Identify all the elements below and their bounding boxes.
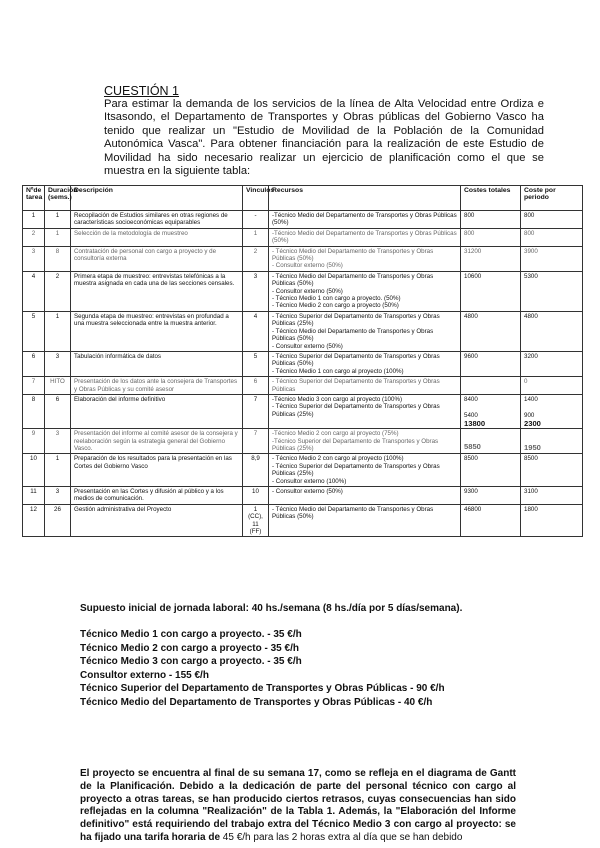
resource-line: - Técnico Medio del Departamento de Transportes y Obras Públicas (50%) — [272, 505, 434, 521]
resource-line: - Consultor externo (50%) — [272, 287, 343, 295]
duration-cell: 8 — [45, 246, 71, 271]
description-cell: Gestión administrativa del Proyecto — [71, 504, 243, 537]
table-row — [23, 487, 583, 505]
resource-line: - Técnico Medio 1 con cargo al proyecto (100%) — [272, 367, 404, 375]
intro-paragraph: Para estimar la demanda de los servicios de la línea de Alta Velocidad entre Ordiza e Itsasondo, el Departamento de Transportes y Obras públicas del Gobierno Vasco ha tenido que realizar un "Estudio de Movilidad de la Población de la Comunidad Autonómica Vasca". Para obtener financiación para la realización de este Estudio de Movilidad ha sido necesario realizar un ejercicio de planificación como el que se muestra en la siguiente tabla: — [104, 98, 544, 178]
resource-line: - Técnico Superior del Departamento de Transportes y Obras Públicas — [272, 378, 440, 393]
resource-line: - Técnico Superior del Departamento de Transportes y Obras Públicas (25%) — [272, 312, 440, 328]
description-cell: Preparación de los resultados para la presentación en las Cortes del Gobierno Vasco — [71, 454, 243, 487]
resources-cell — [269, 311, 461, 351]
period-cost-cell: 4800 — [521, 311, 583, 351]
duration-cell: 26 — [45, 504, 71, 537]
table-row — [23, 228, 583, 246]
total-cost-cell: 9300 — [461, 487, 521, 505]
resource-line: - Técnico Medio del Departamento de Transportes y Obras Públicas (50%) — [272, 327, 434, 343]
resources-cell — [269, 394, 461, 428]
task-number-cell: 5 — [23, 311, 45, 351]
rate-line — [80, 682, 445, 696]
table-row — [23, 246, 583, 271]
rate-value: - 35 €/h — [264, 642, 299, 654]
total-cost-cell: 800 — [461, 211, 521, 229]
resources-cell — [269, 377, 461, 395]
duration-cell: 3 — [45, 429, 71, 454]
cost-line: 8400 — [464, 395, 478, 403]
period-line: 2300 — [524, 418, 541, 428]
duration-cell: 1 — [45, 454, 71, 487]
task-number-cell: 8 — [23, 394, 45, 428]
rate-value: - 155 €/h — [168, 669, 209, 681]
description-cell: Selección de la metodología de muestreo — [71, 228, 243, 246]
links-cell: 7 — [243, 429, 269, 454]
period-line: 900 — [524, 412, 535, 420]
description-cell: Elaboración del informe definitivo — [71, 394, 243, 428]
description-cell: Segunda etapa de muestreo: entrevistas en profundad a una muestra seleccionada entre la muestra anterior. — [71, 311, 243, 351]
task-number-cell: 12 — [23, 504, 45, 537]
resources-cell — [269, 228, 461, 246]
total-cost-cell: 9600 — [461, 351, 521, 376]
column-header: Recursos — [269, 186, 461, 211]
description-cell: Primera etapa de muestreo: entrevistas telefónicas a la muestra asignada en cada una de las secciones censales. — [71, 271, 243, 311]
rate-label: Técnico Medio 1 con cargo a proyecto. — [80, 629, 268, 640]
links-cell: 6 — [243, 377, 269, 395]
links-cell: 5 — [243, 351, 269, 376]
total-cost-cell: 10600 — [461, 271, 521, 311]
column-header: Costes totales — [461, 186, 521, 211]
resource-line: - Consultor externo (100%) — [272, 477, 347, 485]
links-cell: 10 — [243, 487, 269, 505]
rate-line — [80, 642, 445, 656]
resources-cell — [269, 351, 461, 376]
table-row — [23, 454, 583, 487]
task-number-cell: 7 — [23, 377, 45, 395]
total-cost-cell — [461, 394, 521, 428]
table-row — [23, 211, 583, 229]
table-row — [23, 311, 583, 351]
cost-line: 13800 — [464, 418, 486, 428]
rate-label: Técnico Superior del Departamento de Transportes y Obras Públicas — [80, 683, 411, 695]
resource-line: - Técnico Medio del Departamento de Transportes y Obras Públicas (50%) — [272, 272, 434, 288]
duration-cell: 3 — [45, 351, 71, 376]
rate-label: Consultor externo — [80, 669, 169, 681]
task-number-cell: 1 — [23, 211, 45, 229]
resource-line: -Técnico Medio del Departamento de Transportes y Obras Públicas (50%) — [272, 212, 457, 227]
links-cell: 1 (CC), 11 (FF) — [243, 504, 269, 537]
resource-line: - Técnico Medio del Departamento de Transportes y Obras Públicas (50%) — [272, 247, 434, 263]
resource-line: -Técnico Superior del Departamento de Transportes y Obras Públicas (25%) — [272, 437, 439, 452]
rate-value: - 35 €/h — [267, 629, 302, 640]
resource-line: -Técnico Medio 3 con cargo al proyecto (100%) — [272, 395, 403, 403]
question-title: CUESTIÓN 1 — [104, 84, 180, 98]
table-row — [23, 377, 583, 395]
period-cost-cell: 3200 — [521, 351, 583, 376]
resources-cell — [269, 271, 461, 311]
resources-cell — [269, 454, 461, 487]
resource-line: - Técnico Medio 1 con cargo a proyecto. (50%) — [272, 295, 401, 303]
resources-cell — [269, 504, 461, 537]
resource-line: - Consultor externo (50%) — [272, 262, 343, 270]
column-header: Descripción — [71, 186, 243, 211]
duration-cell: 1 — [45, 311, 71, 351]
total-cost-cell: 5850 — [461, 429, 521, 454]
total-cost-cell: 800 — [461, 228, 521, 246]
links-cell: 4 — [243, 311, 269, 351]
rate-label: Técnico Medio 3 con cargo a proyecto. — [80, 656, 268, 668]
table-row — [23, 394, 583, 428]
links-cell: 2 — [243, 246, 269, 271]
task-number-cell: 4 — [23, 271, 45, 311]
rate-value: - 40 €/h — [397, 696, 433, 708]
links-cell: - — [243, 211, 269, 229]
table-row — [23, 351, 583, 376]
description-cell: Presentación de los datos ante la consejera de Transportes y Obras Públicas y su comité asesor — [71, 377, 243, 395]
period-cost-cell: 5300 — [521, 271, 583, 311]
links-cell: 7 — [243, 394, 269, 428]
total-cost-cell: 31200 — [461, 246, 521, 271]
period-line: 1400 — [524, 395, 538, 403]
period-cost-cell: 1800 — [521, 504, 583, 537]
description-cell: Tabulación informática de datos — [71, 351, 243, 376]
resource-line: - Técnico Medio 2 con cargo al proyecto (100%) — [272, 455, 404, 463]
links-cell: 1 — [243, 228, 269, 246]
description-cell: Presentación del informe al comité asesor de la consejera y reelaboración según la estrategia general del Gobierno Vasco. — [71, 429, 243, 454]
table-row — [23, 429, 583, 454]
task-number-cell: 6 — [23, 351, 45, 376]
task-number-cell: 10 — [23, 454, 45, 487]
table-row — [23, 271, 583, 311]
rate-value: - 90 €/h — [410, 683, 445, 695]
task-number-cell: 3 — [23, 246, 45, 271]
resources-cell — [269, 429, 461, 454]
duration-cell: HITO — [45, 377, 71, 395]
cost-line: 5400 — [464, 412, 478, 420]
period-cost-cell: 3900 — [521, 246, 583, 271]
resources-cell — [269, 246, 461, 271]
resource-line: - Técnico Superior del Departamento de Transportes y Obras Públicas (25%) — [272, 462, 440, 478]
total-cost-cell: 46800 — [461, 504, 521, 537]
planning-table — [22, 185, 583, 537]
duration-cell: 6 — [45, 394, 71, 428]
resource-line: - Técnico Superior del Departamento de Transportes y Obras Públicas (50%) — [272, 352, 440, 368]
task-number-cell: 9 — [23, 429, 45, 454]
period-cost-cell — [521, 394, 583, 428]
rate-line — [80, 628, 445, 642]
table-row — [23, 504, 583, 537]
resources-cell — [269, 211, 461, 229]
period-cost-cell: 1950 — [521, 429, 583, 454]
resource-line: - Consultor externo (50%) — [272, 488, 343, 495]
links-cell: 3 — [243, 271, 269, 311]
period-cost-cell: 0 — [521, 377, 583, 395]
period-cost-cell: 8500 — [521, 454, 583, 487]
total-cost-cell: 8500 — [461, 454, 521, 487]
description-cell: Presentación en las Cortes y difusión al público y a los medios de comunicación. — [71, 487, 243, 505]
rate-line — [80, 696, 445, 710]
resource-line: -Técnico Medio del Departamento de Transportes y Obras Públicas (50%) — [272, 229, 457, 245]
task-number-cell: 2 — [23, 228, 45, 246]
period-cost-cell: 800 — [521, 211, 583, 229]
resource-line: - Consultor externo (50%) — [272, 342, 343, 350]
rate-line — [80, 669, 445, 683]
status-bold-text: El proyecto se encuentra al final de su semana 17, como se refleja en el diagrama de Gantt de la Planificación. Debido a la dedicación de parte del personal técnico con cargo al proyecto a otras tareas, se han producido ciertos retrasos, cuyas consecuencias han sido reflejadas en la columna "Realización" de la Tabla 1. Además, la "Elaboración del Informe definitivo" está requiriendo del trabajo extra del Técnico Medio 3 con cargo al proyecto: se ha fijado una tarifa horaria de — [80, 768, 516, 843]
column-header: Vinculos — [243, 186, 269, 211]
duration-cell: 1 — [45, 211, 71, 229]
description-cell: Contratación de personal con cargo a proyecto y de consultoría externa — [71, 246, 243, 271]
task-number-cell: 11 — [23, 487, 45, 505]
column-header: Duración (sems.) — [45, 186, 71, 211]
resource-line: -Técnico Medio 2 con cargo al proyecto (75%) — [272, 430, 399, 438]
resource-line: - Técnico Medio 2 con cargo a proyecto (50%) — [272, 302, 399, 310]
period-cost-cell: 3100 — [521, 487, 583, 505]
period-cost-cell: 800 — [521, 228, 583, 246]
resources-cell — [269, 487, 461, 505]
rate-label: Técnico Medio del Departamento de Transportes y Obras Públicas — [80, 696, 398, 708]
status-paragraph — [80, 768, 516, 845]
duration-cell: 2 — [45, 271, 71, 311]
resource-line: - Técnico Superior del Departamento de Transportes y Obras Públicas (25%) — [272, 403, 440, 418]
duration-cell: 3 — [45, 487, 71, 505]
column-header: Nºde tarea — [23, 186, 45, 211]
links-cell: 8,9 — [243, 454, 269, 487]
rate-label: Técnico Medio 2 con cargo a proyecto — [80, 642, 265, 654]
total-cost-cell: 4800 — [461, 311, 521, 351]
hourly-rates — [80, 628, 445, 710]
workday-assumption: Supuesto inicial de jornada laboral: 40 hs./semana (8 hs./día por 5 días/semana). — [80, 603, 463, 614]
table-body — [23, 211, 583, 537]
duration-cell: 1 — [45, 228, 71, 246]
rate-value: - 35 €/h — [267, 656, 302, 668]
rate-line — [80, 655, 445, 669]
total-cost-cell — [461, 377, 521, 395]
table-header-row — [23, 186, 583, 211]
description-cell: Recopilación de Estudios similares en otras regiones de características socioeconómicas equiparables — [71, 211, 243, 229]
status-normal-text: 45 €/h para las 2 horas extra al día que se han debido — [220, 831, 463, 843]
column-header: Coste por periodo — [521, 186, 583, 211]
